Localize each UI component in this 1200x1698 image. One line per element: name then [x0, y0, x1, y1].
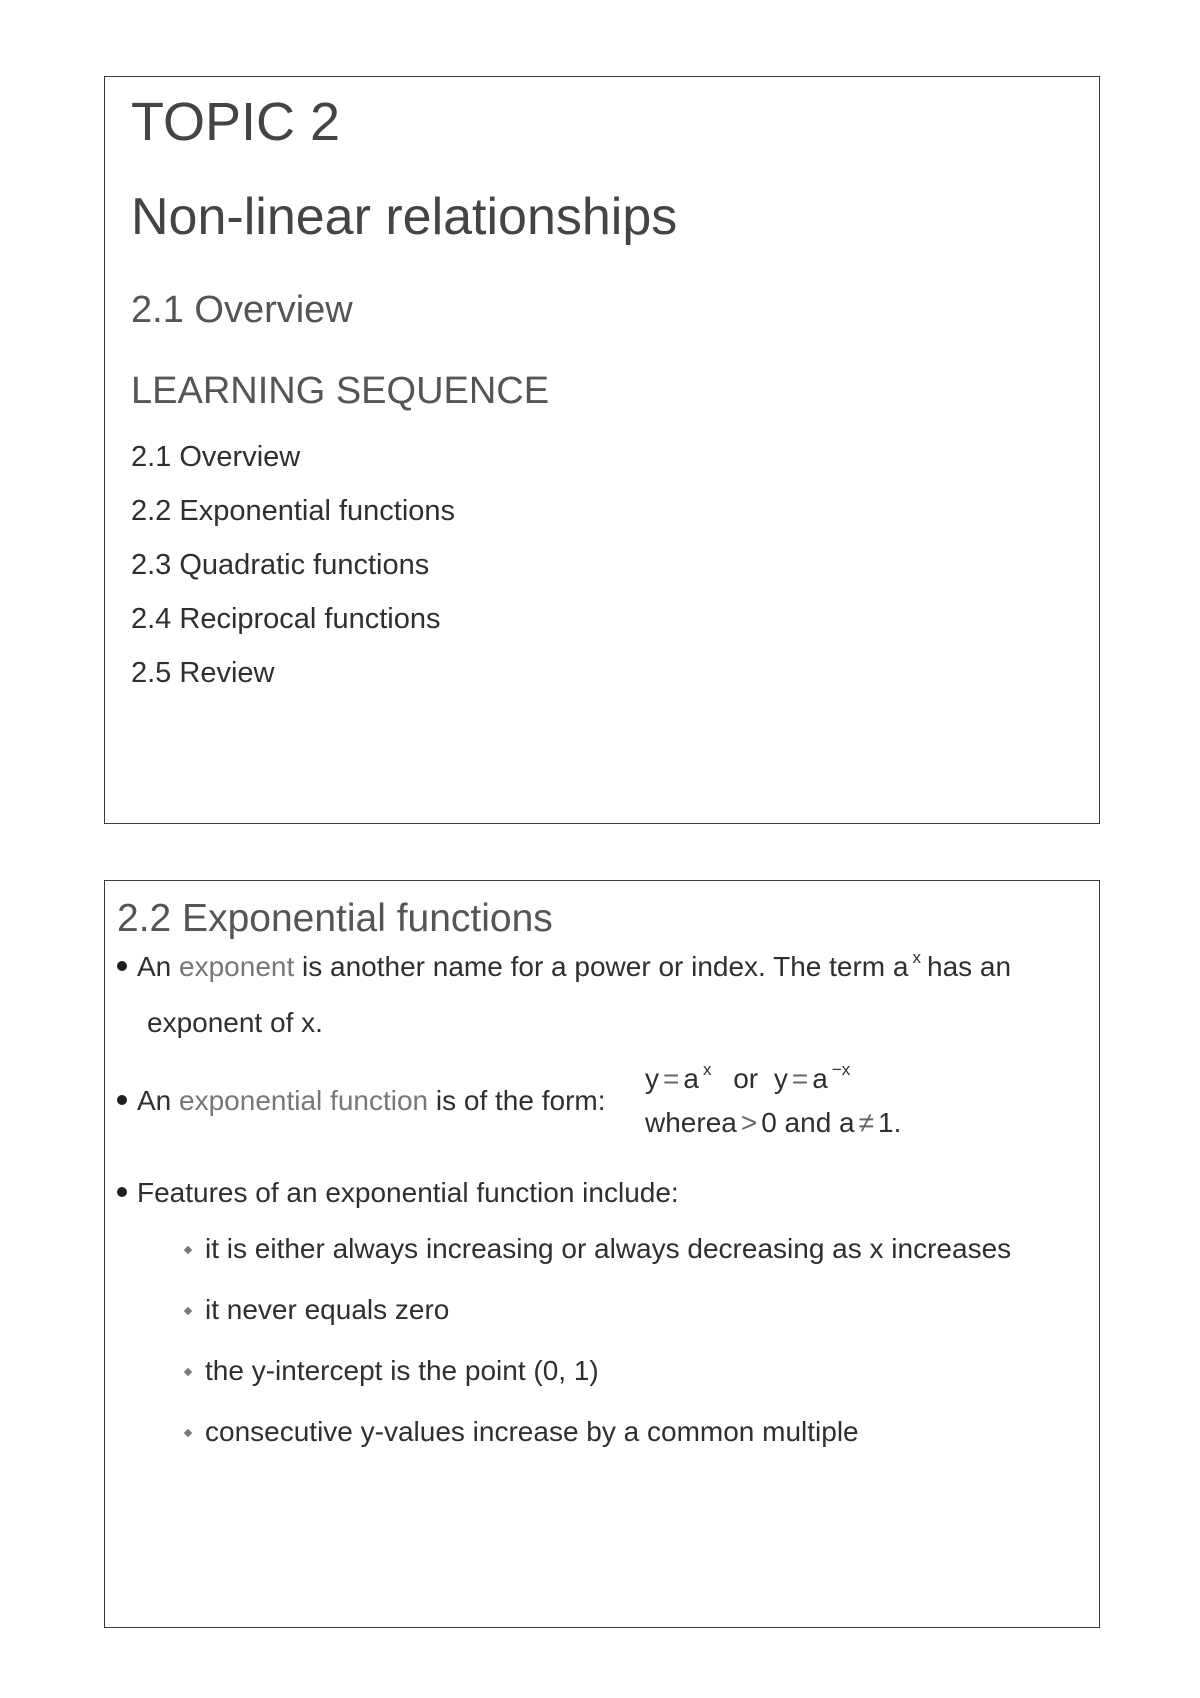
- bullet-icon: [117, 1187, 127, 1197]
- feature-text: it never equals zero: [205, 1294, 450, 1325]
- term-exponent: exponent: [179, 951, 295, 982]
- feature-item: [185, 1414, 1011, 1475]
- condition-greater-than: >: [740, 1107, 758, 1138]
- slide-exponential-functions: [104, 880, 1100, 1628]
- bullet1-suffix: has an: [927, 951, 1012, 982]
- sequence-item: 2.4 Reciprocal functions: [131, 603, 441, 635]
- superscript-x: x: [912, 948, 921, 967]
- feature-text: consecutive y-values increase by a common multiple: [205, 1416, 859, 1447]
- learning-sequence-list: [131, 439, 455, 709]
- formula-a: a: [683, 1063, 699, 1094]
- feature-item: [185, 1353, 1011, 1414]
- term-exponential-function: exponential function: [179, 1085, 429, 1116]
- topic-title: Non-linear relationships: [131, 188, 678, 246]
- feature-item: [185, 1292, 1011, 1353]
- bullet3-text: Features of an exponential function include:: [137, 1177, 679, 1208]
- bullet1-continuation: exponent of x.: [147, 1007, 323, 1038]
- sequence-item: 2.1 Overview: [131, 441, 301, 473]
- formula-equals: =: [791, 1063, 809, 1094]
- condition-not-equal: ≠: [858, 1107, 874, 1138]
- formula-superscript: x: [702, 1060, 712, 1079]
- formula-equals: =: [663, 1063, 680, 1094]
- learning-sequence-heading: LEARNING SEQUENCE: [131, 370, 550, 412]
- bullet1-mid: is another name for a power or index. The term a: [294, 951, 909, 982]
- topic-label: TOPIC 2: [131, 92, 341, 152]
- feature-text: the y-intercept is the point (0, 1): [205, 1355, 599, 1386]
- bullet-features-intro: [117, 1177, 679, 1209]
- formula-or: or: [733, 1063, 759, 1094]
- condition-a: a: [721, 1107, 737, 1138]
- bullet-icon: [117, 961, 127, 971]
- bullet2-prefix: An: [137, 1085, 180, 1116]
- diamond-bullet-icon: [184, 1368, 192, 1376]
- bullet1-prefix: An: [137, 951, 180, 982]
- condition-one: 1.: [878, 1107, 902, 1138]
- formula-condition: [645, 1107, 901, 1139]
- formula-y: y: [645, 1063, 659, 1094]
- diamond-bullet-icon: [184, 1246, 192, 1254]
- formula-exponential: [645, 1060, 856, 1095]
- bullet2-suffix: is of the form:: [428, 1085, 606, 1116]
- slide-title: 2.2 Exponential functions: [117, 897, 553, 940]
- formula-y: y: [773, 1063, 788, 1094]
- feature-item: [185, 1231, 1011, 1292]
- bullet-icon: [117, 1095, 127, 1105]
- features-list: [185, 1231, 1011, 1475]
- diamond-bullet-icon: [184, 1307, 192, 1315]
- formula-a: a: [812, 1063, 828, 1094]
- condition-zero-and-a: 0 and a: [761, 1107, 855, 1138]
- bullet-exponential-function-form: [117, 1085, 606, 1117]
- condition-where: where: [645, 1107, 722, 1138]
- formula-superscript: −x: [831, 1060, 851, 1079]
- sequence-item: 2.3 Quadratic functions: [131, 549, 430, 581]
- sequence-item: 2.5 Review: [131, 657, 275, 689]
- diamond-bullet-icon: [184, 1429, 192, 1437]
- sequence-item: 2.2 Exponential functions: [131, 495, 456, 527]
- slide-topic-overview: [104, 76, 1100, 824]
- feature-text: it is either always increasing or always decreasing as x increases: [205, 1233, 1012, 1264]
- section-heading: 2.1 Overview: [131, 289, 353, 331]
- bullet-exponent-definition: [117, 948, 1012, 983]
